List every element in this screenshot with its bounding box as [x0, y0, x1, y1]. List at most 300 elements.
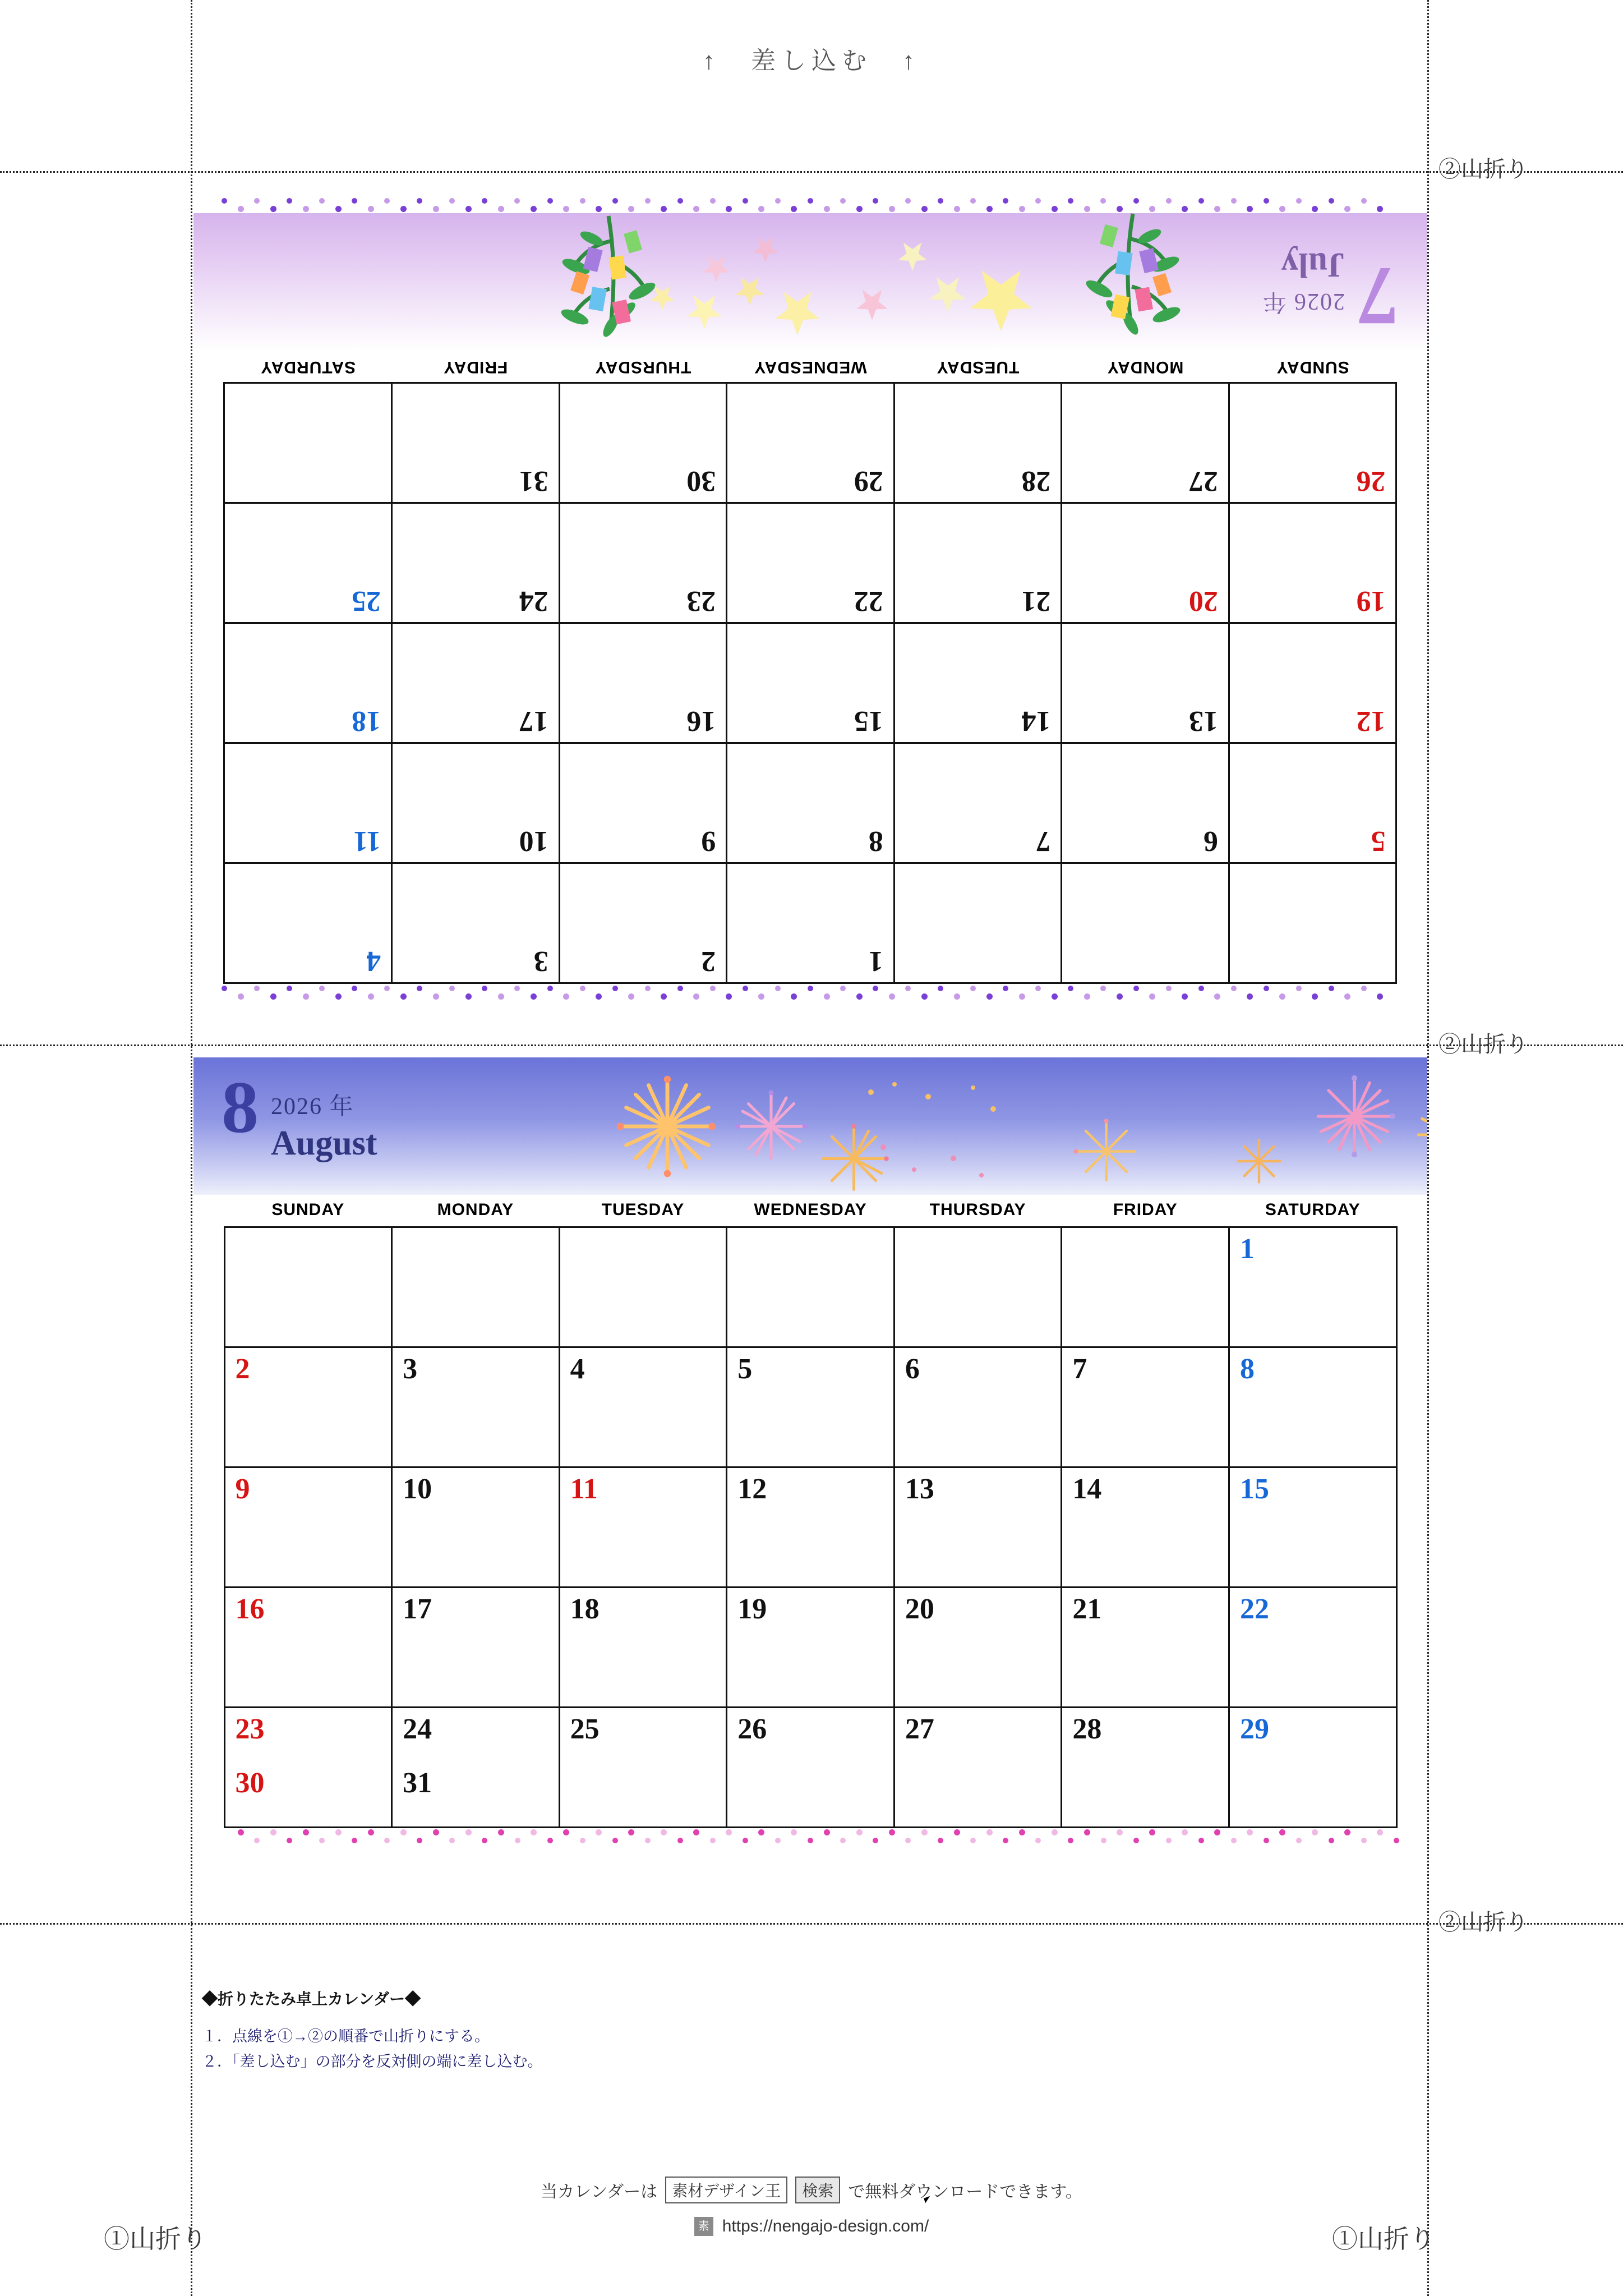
bead-dot — [1182, 993, 1188, 1000]
bead-dot — [449, 198, 455, 204]
bead-dot — [921, 993, 928, 1000]
bead-dot — [677, 986, 683, 991]
fold-guide-middle — [0, 1045, 1623, 1046]
day-cell[interactable] — [893, 502, 1061, 622]
bead-dot — [400, 1829, 407, 1835]
august-month-name: August — [271, 1124, 377, 1162]
instructions-title: ◆折りたたみ卓上カレンダー◆ — [202, 1990, 421, 2008]
bead-dot — [1231, 986, 1237, 991]
bead-dot — [303, 206, 309, 212]
bead-dot — [238, 1829, 244, 1835]
fold-guide-left — [191, 0, 192, 2296]
day-number: 21 — [1072, 1593, 1102, 1625]
bead-dot — [596, 1829, 602, 1835]
day-cell[interactable] — [559, 502, 726, 622]
bead-dot — [563, 993, 569, 1000]
bead-dot — [1035, 1838, 1041, 1843]
bead-dot — [743, 986, 748, 991]
day-cell[interactable] — [726, 502, 893, 622]
bead-dot — [921, 1829, 928, 1835]
bead-dot — [1003, 986, 1008, 991]
day-number: 3 — [533, 945, 548, 977]
day-number-secondary: 31 — [403, 1767, 432, 1799]
bead-dot — [905, 1838, 911, 1843]
bead-dot — [1361, 986, 1367, 991]
day-cell[interactable] — [393, 1588, 560, 1708]
bead-dot — [986, 206, 993, 212]
day-cell[interactable] — [1061, 862, 1228, 982]
bead-dot — [1166, 986, 1172, 991]
bead-dot — [1198, 986, 1204, 991]
bead-dot — [645, 1838, 651, 1843]
bead-dot — [254, 986, 260, 991]
bead-dot — [270, 206, 276, 212]
footer-text-after: で無料ダウンロードできます。 — [848, 2183, 1082, 2201]
day-cell[interactable] — [393, 1348, 560, 1468]
day-cell[interactable] — [727, 1348, 895, 1468]
bead-dot — [465, 1829, 472, 1835]
day-number: 20 — [905, 1593, 934, 1625]
bead-dot — [856, 206, 863, 212]
day-number: 10 — [403, 1473, 432, 1505]
day-cell[interactable] — [559, 382, 726, 502]
july-month-name: July — [1281, 246, 1345, 284]
day-number: 19 — [1356, 585, 1386, 617]
fold-label-top-right: ②山折り — [1438, 157, 1528, 182]
august-weekday-row — [224, 1195, 1396, 1226]
july-weekday-row — [224, 351, 1396, 382]
fireworks-icon — [813, 1118, 895, 1195]
day-cell[interactable] — [225, 1588, 393, 1708]
july-calendar — [193, 196, 1427, 1001]
star-icon — [967, 266, 1035, 334]
instructions-block — [202, 1986, 543, 2075]
august-grid — [224, 1226, 1398, 1828]
bead-dot — [726, 993, 732, 1000]
weekday-sunday: SUNDAY — [271, 1200, 345, 1219]
bead-dot — [368, 993, 374, 1000]
bead-dot — [547, 198, 553, 204]
day-number: 17 — [403, 1593, 432, 1625]
day-number: 23 — [235, 1713, 265, 1745]
bead-dot — [1166, 198, 1172, 204]
day-number: 22 — [1239, 1593, 1269, 1625]
day-cell[interactable] — [559, 622, 726, 742]
fireworks-icon — [729, 1084, 813, 1168]
bead-dot — [1264, 1838, 1269, 1843]
bead-dot — [1344, 993, 1350, 1000]
bead-dot — [840, 986, 846, 991]
bead-dot — [319, 198, 325, 204]
bead-dot — [303, 993, 309, 1000]
day-cell[interactable] — [727, 1468, 895, 1588]
insert-instruction: ↑ 差し込む ↑ — [703, 47, 920, 75]
day-cell[interactable] — [1230, 1588, 1398, 1708]
day-cell[interactable] — [895, 1348, 1063, 1468]
bead-dot — [368, 1829, 374, 1835]
day-cell[interactable] — [391, 502, 559, 622]
day-cell[interactable] — [223, 742, 391, 862]
day-cell[interactable] — [225, 1228, 393, 1348]
weekday-monday: MONDAY — [437, 1200, 514, 1219]
day-number: 22 — [854, 585, 883, 617]
star-icon — [751, 236, 780, 264]
bead-dot — [693, 206, 699, 212]
bead-dot — [1052, 1829, 1058, 1835]
bead-dot — [498, 206, 504, 212]
bead-dot — [1279, 993, 1285, 1000]
bead-dot — [1084, 206, 1090, 212]
bead-dot — [1101, 986, 1106, 991]
august-calendar — [193, 1057, 1427, 1845]
day-number: 13 — [1188, 705, 1218, 737]
bead-dot — [824, 206, 830, 212]
day-cell[interactable] — [726, 742, 893, 862]
bead-dot — [222, 986, 227, 991]
bead-dot — [270, 993, 276, 1000]
day-cell[interactable] — [726, 862, 893, 982]
day-cell[interactable] — [726, 382, 893, 502]
bead-dot — [1198, 1838, 1204, 1843]
august-title-group — [222, 1066, 377, 1163]
bead-dot — [303, 1829, 309, 1835]
footer-keyword: 素材デザイン王 — [665, 2177, 787, 2203]
day-cell[interactable] — [225, 1468, 393, 1588]
bead-dot — [889, 206, 895, 212]
bead-dot — [791, 1829, 797, 1835]
star-icon — [734, 275, 766, 307]
table-row — [224, 622, 1396, 742]
bead-dot — [222, 198, 227, 204]
july-header — [193, 213, 1427, 351]
day-cell[interactable] — [1062, 1588, 1230, 1708]
day-cell[interactable] — [393, 1708, 560, 1828]
day-cell[interactable] — [1062, 1348, 1230, 1468]
bead-dot — [1344, 1829, 1350, 1835]
bead-dot — [889, 1829, 895, 1835]
day-cell[interactable] — [727, 1588, 895, 1708]
bead-dot — [726, 206, 732, 212]
day-cell[interactable] — [393, 1468, 560, 1588]
day-cell[interactable] — [391, 622, 559, 742]
bead-dot — [254, 1838, 260, 1843]
day-number: 9 — [701, 825, 716, 857]
day-cell[interactable] — [560, 1468, 728, 1588]
bead-dot — [1296, 198, 1302, 204]
day-cell[interactable] — [223, 862, 391, 982]
day-number: 8 — [1239, 1353, 1255, 1385]
day-number: 13 — [905, 1473, 934, 1505]
bead-dot — [449, 986, 455, 991]
day-number: 15 — [1239, 1473, 1269, 1505]
day-cell[interactable] — [895, 1228, 1063, 1348]
table-row — [224, 862, 1396, 982]
bead-dot — [335, 1829, 342, 1835]
bead-dot — [1344, 206, 1350, 212]
bead-dot — [1296, 1838, 1302, 1843]
search-button[interactable]: 検索 — [795, 2177, 840, 2203]
bead-dot — [677, 198, 683, 204]
bead-dot — [938, 986, 943, 991]
bead-dot — [856, 993, 863, 1000]
bead-dot — [1247, 1829, 1253, 1835]
bead-dot — [856, 1829, 863, 1835]
bead-dot — [873, 1838, 878, 1843]
bead-dot — [905, 198, 911, 204]
bead-dot — [1019, 1829, 1025, 1835]
bead-dot — [596, 993, 602, 1000]
bead-dot — [335, 993, 342, 1000]
bead-dot — [287, 1838, 292, 1843]
day-cell[interactable] — [560, 1348, 728, 1468]
bead-dot — [384, 1838, 390, 1843]
day-number: 19 — [737, 1593, 767, 1625]
bead-dot — [580, 986, 585, 991]
day-number: 5 — [737, 1353, 753, 1385]
site-logo-icon: 素 — [694, 2217, 713, 2236]
bead-dot — [1231, 198, 1237, 204]
bead-dot — [758, 206, 764, 212]
bead-dot — [1068, 198, 1073, 204]
table-row — [225, 1228, 1398, 1348]
fireworks-icon — [608, 1068, 726, 1185]
bead-dot — [498, 993, 504, 1000]
fold-guide-right — [1427, 0, 1429, 2296]
day-number: 2 — [701, 945, 716, 977]
day-cell[interactable] — [1061, 382, 1228, 502]
bead-dot — [628, 993, 634, 1000]
day-cell[interactable] — [225, 1348, 393, 1468]
bead-dot — [1035, 198, 1041, 204]
bead-dot — [1247, 206, 1253, 212]
day-number: 3 — [403, 1353, 418, 1385]
bead-dot — [1084, 993, 1090, 1000]
bead-dot — [238, 993, 244, 1000]
bead-dot — [1003, 1838, 1008, 1843]
bead-dot — [693, 993, 699, 1000]
day-cell[interactable] — [1230, 1708, 1398, 1828]
bead-dot — [710, 1838, 716, 1843]
bead-dot — [873, 986, 878, 991]
day-number: 21 — [1021, 585, 1051, 617]
weekday-tuesday: TUESDAY — [601, 1200, 685, 1219]
day-number: 26 — [1356, 465, 1386, 497]
day-cell[interactable] — [391, 742, 559, 862]
bead-dot — [1133, 198, 1139, 204]
bead-dot — [986, 993, 993, 1000]
star-icon — [928, 275, 967, 314]
day-number: 12 — [737, 1473, 767, 1505]
bead-dot — [808, 1838, 813, 1843]
day-cell[interactable] — [223, 622, 391, 742]
bead-dot — [352, 1838, 357, 1843]
bead-dot — [970, 986, 976, 991]
day-number: 6 — [905, 1353, 920, 1385]
footer-text-before: 当カレンダーは — [541, 2183, 658, 2201]
day-number: 11 — [570, 1473, 598, 1505]
bead-dot — [1247, 993, 1253, 1000]
fold-guide-bottom — [0, 1923, 1623, 1925]
day-cell[interactable] — [893, 622, 1061, 742]
bead-dot — [482, 198, 487, 204]
day-cell[interactable] — [1228, 742, 1396, 862]
star-icon — [773, 289, 822, 337]
bead-dot — [1214, 1829, 1220, 1835]
bead-dot — [954, 206, 960, 212]
day-number: 1 — [1239, 1233, 1255, 1265]
day-cell[interactable] — [1228, 622, 1396, 742]
bead-dot — [498, 1829, 504, 1835]
bead-dot — [270, 1829, 276, 1835]
day-cell[interactable] — [223, 382, 391, 502]
day-number: 12 — [1356, 705, 1386, 737]
day-cell[interactable] — [1061, 622, 1228, 742]
day-number: 27 — [1188, 465, 1218, 497]
bead-dot — [1084, 1829, 1090, 1835]
day-number: 5 — [1371, 825, 1386, 857]
july-grid — [224, 382, 1398, 984]
day-cell[interactable] — [1230, 1228, 1398, 1348]
day-number: 30 — [686, 465, 716, 497]
bead-dot — [449, 1838, 455, 1843]
day-cell[interactable] — [560, 1708, 728, 1828]
bead-dot — [1279, 206, 1285, 212]
day-number-secondary: 30 — [235, 1767, 265, 1799]
day-cell[interactable] — [393, 1228, 560, 1348]
bead-dot — [417, 986, 422, 991]
weekday-friday: FRIDAY — [443, 358, 508, 376]
bead-dot — [547, 1838, 553, 1843]
bead-dot — [515, 1838, 520, 1843]
day-cell[interactable] — [1062, 1708, 1230, 1828]
bead-dot — [531, 1829, 537, 1835]
day-cell[interactable] — [1228, 862, 1396, 982]
fold-label-bottom-right: ②山折り — [1438, 1910, 1528, 1935]
day-cell[interactable] — [560, 1588, 728, 1708]
day-number: 27 — [905, 1713, 934, 1745]
day-number: 31 — [519, 465, 548, 497]
star-icon — [649, 284, 676, 311]
star-icon — [855, 288, 889, 321]
bead-dot — [1149, 993, 1155, 1000]
bead-dot — [1312, 206, 1318, 212]
day-cell[interactable] — [1230, 1348, 1398, 1468]
bead-dot — [954, 1829, 960, 1835]
day-cell[interactable] — [560, 1228, 728, 1348]
bead-dot — [319, 986, 325, 991]
july-year: 2026 年 — [1261, 288, 1345, 314]
bead-dot — [1133, 986, 1139, 991]
day-cell[interactable] — [893, 862, 1061, 982]
bead-dot — [808, 198, 813, 204]
bead-dot — [791, 206, 797, 212]
day-number: 11 — [353, 825, 381, 857]
day-number: 17 — [519, 705, 548, 737]
day-cell[interactable] — [895, 1708, 1063, 1828]
bead-dot — [889, 993, 895, 1000]
day-number: 29 — [1239, 1713, 1269, 1745]
bead-dot — [1019, 993, 1025, 1000]
bead-dot — [1279, 1829, 1285, 1835]
bead-dot — [938, 1838, 943, 1843]
august-month-number: 8 — [222, 1066, 259, 1148]
bead-dot — [515, 986, 520, 991]
bead-dot — [563, 206, 569, 212]
day-cell[interactable] — [1062, 1468, 1230, 1588]
day-cell[interactable] — [559, 742, 726, 862]
fireworks-icon — [1228, 1130, 1290, 1192]
day-cell[interactable] — [1062, 1228, 1230, 1348]
bead-dot — [758, 993, 764, 1000]
bead-dot — [970, 1838, 976, 1843]
day-cell[interactable] — [895, 1468, 1063, 1588]
star-icon — [702, 254, 731, 283]
bead-dot — [1377, 993, 1383, 1000]
day-cell[interactable] — [391, 382, 559, 502]
bead-dot — [791, 993, 797, 1000]
bead-dot — [335, 206, 342, 212]
day-cell[interactable] — [225, 1708, 393, 1828]
day-cell[interactable] — [727, 1708, 895, 1828]
bead-dot — [1117, 206, 1123, 212]
bead-dot — [1052, 993, 1058, 1000]
july-title-group — [1261, 245, 1399, 343]
bead-dot — [645, 986, 651, 991]
day-cell[interactable] — [1230, 1468, 1398, 1588]
day-number: 8 — [868, 825, 883, 857]
day-number: 9 — [235, 1473, 250, 1505]
tanabata-bamboo-icon — [1060, 213, 1206, 343]
day-number: 28 — [1021, 465, 1051, 497]
weekday-saturday: SATURDAY — [1265, 1200, 1361, 1219]
day-cell[interactable] — [1061, 742, 1228, 862]
day-cell[interactable] — [726, 622, 893, 742]
bead-dot — [1312, 993, 1318, 1000]
footer-url[interactable]: https://nengajo-design.com/ — [722, 2217, 929, 2235]
day-cell[interactable] — [727, 1228, 895, 1348]
bead-dot — [775, 1838, 781, 1843]
day-number: 7 — [1036, 825, 1051, 857]
bead-dot — [1117, 993, 1123, 1000]
bead-dot — [808, 986, 813, 991]
bead-dot — [1149, 1829, 1155, 1835]
day-cell[interactable] — [893, 742, 1061, 862]
bead-dot — [840, 198, 846, 204]
day-cell[interactable] — [1228, 502, 1396, 622]
bead-dot — [1182, 1829, 1188, 1835]
day-number: 18 — [570, 1593, 600, 1625]
day-number: 26 — [737, 1713, 767, 1745]
day-cell[interactable] — [895, 1588, 1063, 1708]
july-bead-border-top — [224, 196, 1396, 213]
table-row — [224, 382, 1396, 502]
day-cell[interactable] — [1228, 382, 1396, 502]
day-cell[interactable] — [223, 502, 391, 622]
weekday-thursday: THURSDAY — [929, 1200, 1026, 1219]
bead-dot — [1214, 206, 1220, 212]
tanabata-bamboo-icon — [536, 213, 681, 345]
day-cell[interactable] — [893, 382, 1061, 502]
day-cell[interactable] — [391, 862, 559, 982]
bead-dot — [1003, 198, 1008, 204]
day-cell[interactable] — [559, 862, 726, 982]
bead-dot — [482, 1838, 487, 1843]
july-bead-border-bottom — [224, 984, 1396, 1001]
day-number: 2 — [235, 1353, 250, 1385]
day-number: 24 — [403, 1713, 432, 1745]
day-cell[interactable] — [1061, 502, 1228, 622]
bead-dot — [368, 206, 374, 212]
